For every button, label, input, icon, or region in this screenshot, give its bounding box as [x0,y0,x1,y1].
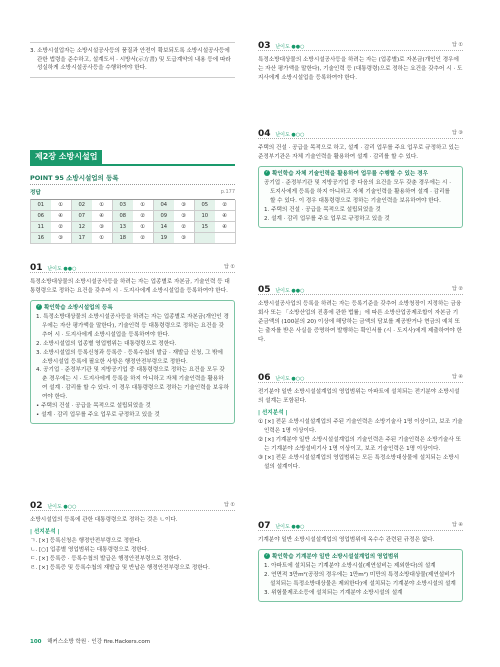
answer-key-value: ③ [181,213,187,219]
answer-key-cell [154,200,195,211]
answer-key-value: ③ [181,202,187,208]
answer-label: 답 ④ [452,522,463,528]
point-label: POINT 95 소방시설업의 등록 [30,174,119,182]
answer-key-number: 17 [72,233,92,243]
review-box-items [264,562,457,598]
answer-key-table [30,199,235,244]
answer-key-cell [72,222,113,233]
question-07-body [258,536,463,602]
chapter-label: 제2장 소방시설업 [30,150,102,164]
difficulty-label: 난이도 ●●○ [275,524,305,530]
list-item: ㄱ. [×] 등록신청은 행정안전부령으로 정한다. [30,537,142,544]
difficulty-label: 난이도 ●○○ [275,376,305,382]
answer-key-cell [72,200,113,211]
list-item: 3. 위험물제조소등에 설치되는 기계분야 소방시설의 설계 [264,589,403,596]
answer-key-cell [195,233,236,244]
answer-key-number: 14 [154,222,174,232]
question-06-header [258,372,463,383]
answer-key-value: ② [58,224,64,230]
answer-key-cell [113,200,154,211]
question-05-header [258,284,463,295]
answer-key-cell [72,211,113,222]
question-text: 특정소방대상물의 소방시설공사등을 하려는 자는 (업종별)로 자본금(개인인 경우에는 자산 평가액을 말한다), 기술인력 등 (대통령령)으로 정하는 요건을 갖추어 시 · 도지사에게 소방시설업을 등록하여야 한다. [258,57,463,81]
answer-key-cell [154,211,195,222]
difficulty-label: 난이도 ●●○ [47,266,77,272]
answer-key-number: 16 [31,233,51,243]
answer-key-number: 09 [154,211,174,221]
answer-key-value: ④ [222,224,228,230]
check-icon: ✓ [265,553,269,559]
answer-key-number: 19 [154,233,174,243]
question-01-body [30,278,235,424]
list-item: 공기업 · 준정부기관 및 지방공기업 중 다음의 요건을 모두 갖춘 경우에는 시 · 도지사에게 등록을 하지 아니하고 자체 기술인력을 활용하여 설계 · 감리를 할 수 있다. 이 경우 대통령령으로 정하는 기술인력을 보유하여야 한다. [264,179,452,204]
answer-label: 답 ① [224,264,235,270]
answer-key-row [31,233,235,244]
question-02-header [30,500,235,511]
difficulty-label: 난이도 ●●○ [275,288,305,294]
answer-key-number: 06 [31,211,51,221]
question-number: 07 [258,521,271,531]
answer-key-page-ref: p.177 [220,189,235,195]
check-icon: ✓ [37,304,41,310]
question-text: 전기분야 일반 소방시설설계업의 영업범위는 아파트에 설치되는 전기분야 소방시설의 설계는 포함된다. [258,389,460,404]
choice-analysis-list [258,418,463,472]
list-item: 4. 공기업 · 준정부기관 및 지방공기업 중 대통령령으로 정하는 요건을 모두 갖춘 경우에는 시 · 도지사에게 등록을 하지 아니하고 자체 기술인력을 활용하여 설계 · 감리를 할 수 있다. 이 경우 대통령령으로 정하는 기술인력을 보유하여야 한다. [36,367,230,401]
footer-text: 해커스소방 학원 · 인강 fire.Hackers.com [47,639,151,645]
list-item: ㄹ. [×] 등록증 및 등록수첩의 재발급 및 반납은 행정안전부령으로 정한다. [30,564,210,571]
answer-key-cell [195,200,236,211]
question-02-body [30,516,235,573]
answer-key-value: ② [181,224,187,230]
intro-text: 3. 소방시설업자는 소방시설공사등의 품질과 안전이 확보되도록 소방시설공사등에 관한 법령을 준수하고, 설계도서 · 시방서(示方書) 및 도급계약의 내용 등에 따라 성실하게 소방시설공사등을 수행하여야 한다. [30,48,231,72]
list-item: 2. 소방시설업의 업종별 영업범위는 대통령령으로 정한다. [36,340,177,347]
answer-key-cell [31,200,72,211]
answer-key-number: 10 [195,211,215,221]
answer-key-value: ① [99,235,105,241]
answer-key-cell [195,222,236,233]
check-icon: ✓ [265,170,269,176]
page-number: 100 [30,639,42,645]
answer-key-number: 03 [113,200,133,210]
difficulty-label: 난이도 ●○○ [275,132,305,138]
list-item: ① [×] 전문 소방시설설계업의 주된 기술인력은 소방기술사 1명 이상이고, 보조 기술인력은 1명 이상이다. [258,418,463,434]
answer-key-number [195,233,215,243]
answer-key-number: 02 [72,200,92,210]
answer-key-cell [31,211,72,222]
question-number: 05 [258,285,271,295]
choice-analysis-list [30,537,235,573]
answer-key-value: ① [58,202,64,208]
choice-analysis-label: | 선지분석 | [258,409,288,416]
answer-key-value [215,233,235,243]
chapter-divider [30,164,235,166]
question-text: 주택의 건설 · 공급을 목적으로 하고, 설계 · 감리 업무를 주요 업무로 규정하고 있는 준정부기관은 자체 기술인력을 활용하여 설계 · 감리를 할 수 있다. [258,145,460,160]
answer-key-value: ② [222,202,228,208]
answer-key-row [31,222,235,233]
list-item: ㄴ. [○] 업종별 영업범위는 대통령령으로 정한다. [30,546,149,553]
list-item: 1. 특정소방대상물의 소방시설공사등을 하려는 자는 업종별로 자본금(개인인 경우에는 자산 평가액을 말한다), 기술인력 등 대통령령으로 정하는 요건을 갖추어 시 · 도지사에게 소방시설업을 등록하여야 한다. [36,313,229,338]
answer-key-row [31,211,235,222]
question-03-body [258,56,463,83]
answer-key-number: 05 [195,200,215,210]
answer-key-cell [113,222,154,233]
answer-key-value: ② [140,235,146,241]
review-box [258,549,463,602]
list-item: 2. 연면적 3만m²(공장의 경우에는 1만m²) 미만의 특정소방대상물(제연설비가 설치되는 특정소방대상물은 제외한다)에 설치되는 기계분야 소방시설의 설계 [264,571,456,587]
question-text: 소방시설공사업의 등록을 하려는 자는 등록기준을 갖추어 소방청장이 지정하는 금융회사 또는 「소방산업의 진흥에 관한 법률」에 따른 소방산업공제조합이 자본금 기준금액의 (100분의 20) 이상에 해당하는 금액의 담보를 제공받거나 현금의 예치 또는 출자를 받은 사실을 증명하여 발행하는 확인서를 (시 · 도지사)에게 제출하여야 한다. [258,301,463,343]
answer-key-value: ③ [181,235,187,241]
review-box-items [264,179,457,224]
question-number: 03 [258,41,271,51]
answer-key-number: 08 [113,211,133,221]
answer-label: 답 ② [452,286,463,292]
difficulty-label: 난이도 ●○○ [47,504,77,510]
list-item: ㄷ. [×] 등록증 · 등록수첩의 발급은 행정안전부령으로 정한다. [30,555,182,562]
question-number: 04 [258,129,271,139]
question-04-header [258,128,463,139]
answer-key-row [31,200,235,211]
answer-key-value: ④ [222,213,228,219]
question-number: 02 [30,501,43,511]
answer-key-value: ② [140,213,146,219]
page-footer [30,638,150,646]
answer-key-value: ① [99,202,105,208]
question-04-body [258,144,463,228]
list-item: 1. 주택의 건설 · 공급을 목적으로 설립되었을 것 [264,206,381,213]
review-box-title: ✓ 확인학습 기계분야 일반 소방시설설계업의 영업범위 [265,553,399,560]
difficulty-label: 난이도 ●●○ [275,44,305,50]
answer-key-cell [31,222,72,233]
question-01-header [30,262,235,273]
choice-analysis-label: | 선지분석 | [30,528,60,535]
list-item: • 주택의 건설 · 공급을 목적으로 설립되었을 것 [36,403,151,410]
answer-key-number: 01 [31,200,51,210]
question-number: 06 [258,373,271,383]
review-box-title: ✓ 확인학습 소방시설업의 등록 [37,304,113,311]
review-box-title: ✓ 확인학습 자체 기술인력을 활용하여 업무를 수행할 수 있는 경우 [265,170,429,177]
answer-key-cell [31,233,72,244]
review-box [30,300,235,424]
answer-label: 답 ③ [452,130,463,136]
list-item: ③ [×] 전문 소방시설설계업의 영업범위는 모든 특정소방대상물에 설치되는 소방시설의 설계이다. [258,454,460,470]
answer-key-value: ③ [99,224,105,230]
question-06-body [258,388,463,471]
answer-key-heading [30,189,235,197]
answer-key-value: ④ [99,213,105,219]
intro-box [30,42,235,78]
answer-key-cell [113,211,154,222]
answer-key-title: 정답 [30,190,41,196]
list-item: 2. 설계 · 감리 업무를 주요 업무로 규정하고 있을 것 [264,215,390,222]
list-item: 1. 아파트에 설치되는 기계분야 소방시설(제연설비는 제외한다)의 설계 [264,562,436,569]
list-item: ② [×] 기계분야 일반 소방시설설계업의 기술인력은 주된 기술인력은 소방기술사 또는 기계분야 소방설비기사 1명 이상이고, 보조 기술인력은 1명 이상이다. [258,436,461,452]
question-07-header [258,520,463,531]
answer-label: 답 ④ [452,374,463,380]
question-text: 특정소방대상물의 소방시설공사등을 하려는 자는 업종별로 자본금, 기술인력 등 대통령령으로 정하는 요건을 갖추어 시 · 도지사에게 소방시설업을 등록하여야 한다. [30,279,230,294]
question-number: 01 [30,263,43,273]
answer-key-number: 15 [195,222,215,232]
answer-key-cell [154,222,195,233]
answer-key-cell [72,233,113,244]
answer-key-number: 12 [72,222,92,232]
answer-key-cell [113,233,154,244]
question-text: 기계분야 일반 소방시설설계업의 영업범위에 옥수수 관련된 규정은 없다. [258,537,435,543]
question-text: 소방시설업의 등록에 관한 대통령령으로 정하는 것은 ㄴ이다. [30,517,178,523]
answer-key-number: 04 [154,200,174,210]
answer-key-value: ① [140,224,146,230]
answer-label: 답 ① [224,502,235,508]
list-item: • 설계 · 감리 업무를 주요 업무로 규정하고 있을 것 [36,412,160,419]
point-divider [30,184,235,185]
answer-key-number: 13 [113,222,133,232]
answer-key-value: ④ [58,213,64,219]
answer-key-number: 07 [72,211,92,221]
review-box-items [36,313,229,420]
answer-key-number: 18 [113,233,133,243]
chapter-header [30,150,235,164]
point-header [30,174,235,184]
question-03-header [258,40,463,51]
list-item: 3. 소방시설업의 등록신청과 등록증 · 등록수첩의 발급 · 재발급 신청, 그 밖에 소방시설업 등록에 필요한 사항은 행정안전부령으로 정한다. [36,349,223,365]
answer-label: 답 ① [452,42,463,48]
answer-key-value: ① [140,202,146,208]
answer-key-value: ③ [58,235,64,241]
answer-key-cell [195,211,236,222]
question-05-body [258,300,463,345]
review-box [258,166,463,228]
answer-key-number: 11 [31,222,51,232]
answer-key-cell [154,233,195,244]
